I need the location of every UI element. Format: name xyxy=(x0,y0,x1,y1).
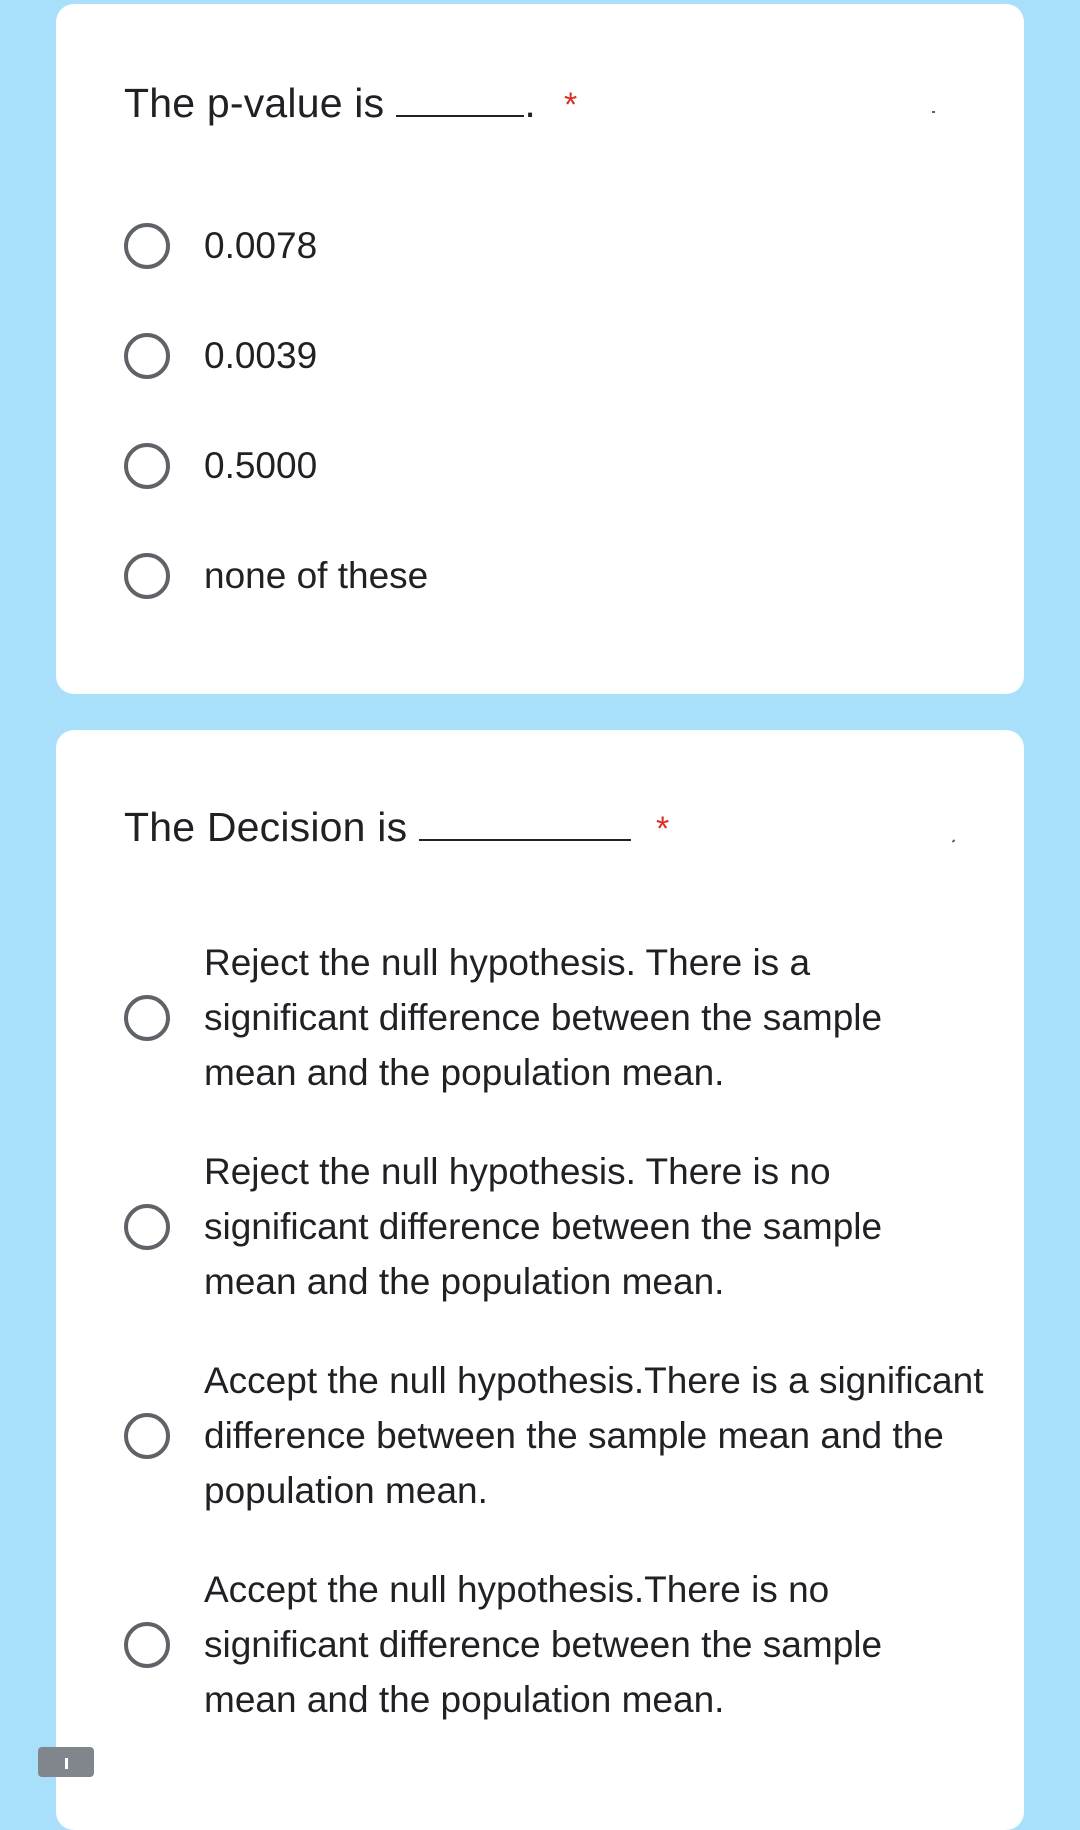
option-accept-significant[interactable] xyxy=(124,1353,984,1518)
option-label: 0.0078 xyxy=(204,225,318,266)
option-label: Reject the null hypothesis. There is a significant difference between the sample mean and the population mean. xyxy=(204,942,883,1093)
radio-button[interactable] xyxy=(124,995,170,1041)
question-title: The p-value is . xyxy=(124,80,536,126)
radio-button[interactable] xyxy=(124,1413,170,1459)
radio-button[interactable] xyxy=(124,333,170,379)
period: . xyxy=(524,80,536,126)
answer-blank xyxy=(419,805,631,841)
option-reject-not-significant[interactable] xyxy=(124,1144,984,1309)
option-label: Accept the null hypothesis.There is a significant difference between the sample mean and the population mean. xyxy=(204,1360,984,1511)
required-asterisk: * xyxy=(656,810,670,848)
question-card-pvalue xyxy=(56,4,1024,694)
option-label: Accept the null hypothesis.There is no significant difference between the sample mean and the population mean. xyxy=(204,1569,883,1720)
option-label: none of these xyxy=(204,555,429,596)
answer-blank xyxy=(396,81,524,117)
option-0-5000[interactable] xyxy=(124,438,984,493)
option-label: 0.0039 xyxy=(204,335,318,376)
radio-button[interactable] xyxy=(124,1622,170,1668)
option-0-0078[interactable] xyxy=(124,218,984,273)
option-reject-significant[interactable] xyxy=(124,935,984,1100)
radio-button[interactable] xyxy=(124,223,170,269)
radio-button[interactable] xyxy=(124,443,170,489)
question-title: The Decision is xyxy=(124,804,631,851)
option-accept-not-significant[interactable] xyxy=(124,1562,984,1727)
required-asterisk: * xyxy=(564,86,578,124)
stray-mark xyxy=(952,839,955,843)
radio-button[interactable] xyxy=(124,553,170,599)
option-label: Reject the null hypothesis. There is no significant difference between the sample mean and the population mean. xyxy=(204,1151,883,1302)
option-label: 0.5000 xyxy=(204,445,318,486)
stray-mark xyxy=(932,111,935,113)
question-card-decision xyxy=(56,730,1024,1830)
radio-button[interactable] xyxy=(124,1204,170,1250)
option-0-0039[interactable] xyxy=(124,328,984,383)
option-none-of-these[interactable] xyxy=(124,548,984,603)
